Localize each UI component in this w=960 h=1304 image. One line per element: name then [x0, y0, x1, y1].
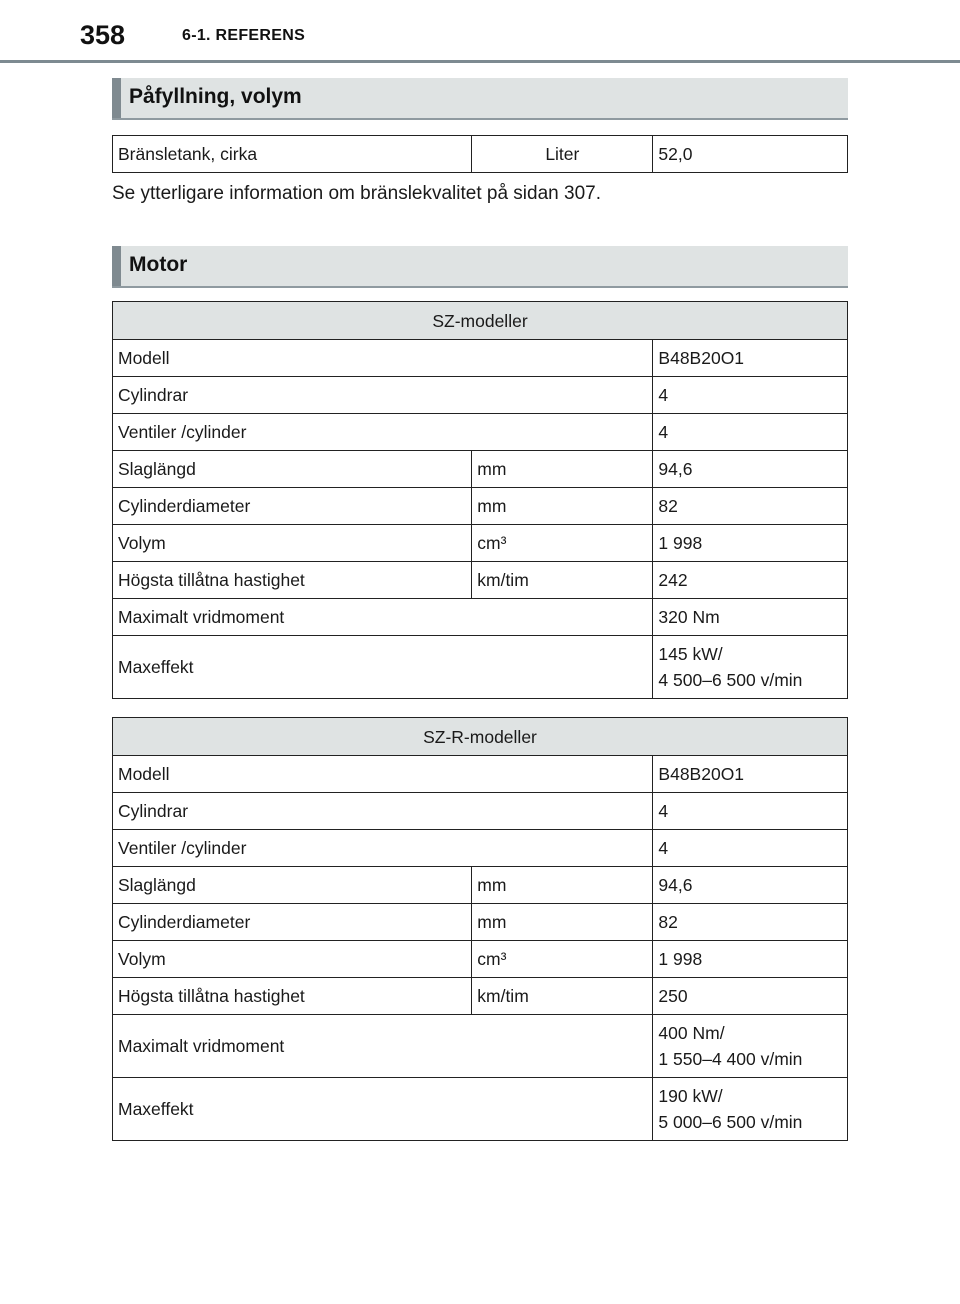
- row-label: Cylinderdiameter: [113, 488, 472, 525]
- fuel-value: 52,0: [653, 136, 848, 173]
- row-value-line: 5 000–6 500 v/min: [658, 1112, 803, 1132]
- row-label: Maximalt vridmoment: [113, 1015, 653, 1078]
- row-label: Slaglängd: [113, 451, 472, 488]
- row-value: 94,6: [653, 451, 848, 488]
- row-unit: cm³: [472, 525, 653, 562]
- page-number: 358: [80, 20, 126, 50]
- table-row: [113, 904, 848, 941]
- header-rule: [0, 60, 960, 63]
- table-row: [113, 340, 848, 377]
- table-row: [113, 793, 848, 830]
- fuel-unit: Liter: [472, 136, 653, 173]
- table-row: [113, 136, 848, 173]
- table-row: [113, 941, 848, 978]
- table-row: [113, 488, 848, 525]
- row-value-line: 190 kW/: [658, 1086, 723, 1106]
- row-label: Maxeffekt: [113, 1078, 653, 1141]
- table-row: [113, 377, 848, 414]
- row-label: Modell: [113, 340, 653, 377]
- row-value: 4: [653, 830, 848, 867]
- section-title: Påfyllning, volym: [129, 85, 302, 108]
- row-label: Modell: [113, 756, 653, 793]
- row-label: Volym: [113, 941, 472, 978]
- row-unit: mm: [472, 904, 653, 941]
- row-value: B48B20O1: [653, 756, 848, 793]
- row-value-line: 4 500–6 500 v/min: [658, 670, 803, 690]
- row-value: B48B20O1: [653, 340, 848, 377]
- row-value-line: 145 kW/: [658, 644, 723, 664]
- row-unit: cm³: [472, 941, 653, 978]
- table-title: SZ-R-modeller: [113, 718, 848, 756]
- table-row: [113, 599, 848, 636]
- table-row: [113, 978, 848, 1015]
- row-label: Cylindrar: [113, 793, 653, 830]
- row-value: [653, 1015, 848, 1078]
- row-value: 1 998: [653, 525, 848, 562]
- row-value: 82: [653, 488, 848, 525]
- fuel-table: [112, 135, 848, 173]
- table-row: [113, 1015, 848, 1078]
- row-label: Högsta tillåtna hastighet: [113, 978, 472, 1015]
- row-value: 4: [653, 377, 848, 414]
- sz-engine-table: [112, 301, 848, 699]
- table-header-row: [113, 718, 848, 756]
- row-value: 82: [653, 904, 848, 941]
- row-unit: km/tim: [472, 562, 653, 599]
- chapter-title: 6-1. REFERENS: [182, 27, 306, 44]
- section-heading-engine: [112, 246, 848, 288]
- row-value: 250: [653, 978, 848, 1015]
- table-title: SZ-modeller: [113, 302, 848, 340]
- row-label: Högsta tillåtna hastighet: [113, 562, 472, 599]
- table-row: [113, 414, 848, 451]
- fuel-note: Se ytterligare information om bränslekvalitet på sidan 307.: [112, 183, 601, 204]
- fuel-label: Bränsletank, cirka: [113, 136, 472, 173]
- row-unit: km/tim: [472, 978, 653, 1015]
- row-value: 4: [653, 793, 848, 830]
- row-value: 320 Nm: [653, 599, 848, 636]
- row-label: Volym: [113, 525, 472, 562]
- row-unit: mm: [472, 488, 653, 525]
- row-label: Cylinderdiameter: [113, 904, 472, 941]
- row-unit: mm: [472, 867, 653, 904]
- section-title: Motor: [129, 253, 188, 276]
- row-label: Ventiler /cylinder: [113, 830, 653, 867]
- row-label: Cylindrar: [113, 377, 653, 414]
- szr-engine-table: [112, 717, 848, 1141]
- row-unit: mm: [472, 451, 653, 488]
- page-header: [0, 0, 960, 64]
- table-row: [113, 636, 848, 699]
- table-row: [113, 867, 848, 904]
- row-label: Slaglängd: [113, 867, 472, 904]
- section-heading-fill: [112, 78, 848, 120]
- section-marker: [112, 78, 121, 118]
- table-row: [113, 525, 848, 562]
- row-value: 242: [653, 562, 848, 599]
- row-value: [653, 1078, 848, 1141]
- table-row: [113, 451, 848, 488]
- table-header-row: [113, 302, 848, 340]
- row-value-line: 400 Nm/: [658, 1023, 725, 1043]
- row-value: [653, 636, 848, 699]
- table-row: [113, 756, 848, 793]
- table-row: [113, 830, 848, 867]
- row-value: 4: [653, 414, 848, 451]
- row-value: 1 998: [653, 941, 848, 978]
- row-value: 94,6: [653, 867, 848, 904]
- row-label: Maximalt vridmoment: [113, 599, 653, 636]
- section-marker: [112, 246, 121, 286]
- row-value-line: 1 550–4 400 v/min: [658, 1049, 803, 1069]
- table-row: [113, 1078, 848, 1141]
- table-row: [113, 562, 848, 599]
- row-label: Ventiler /cylinder: [113, 414, 653, 451]
- row-label: Maxeffekt: [113, 636, 653, 699]
